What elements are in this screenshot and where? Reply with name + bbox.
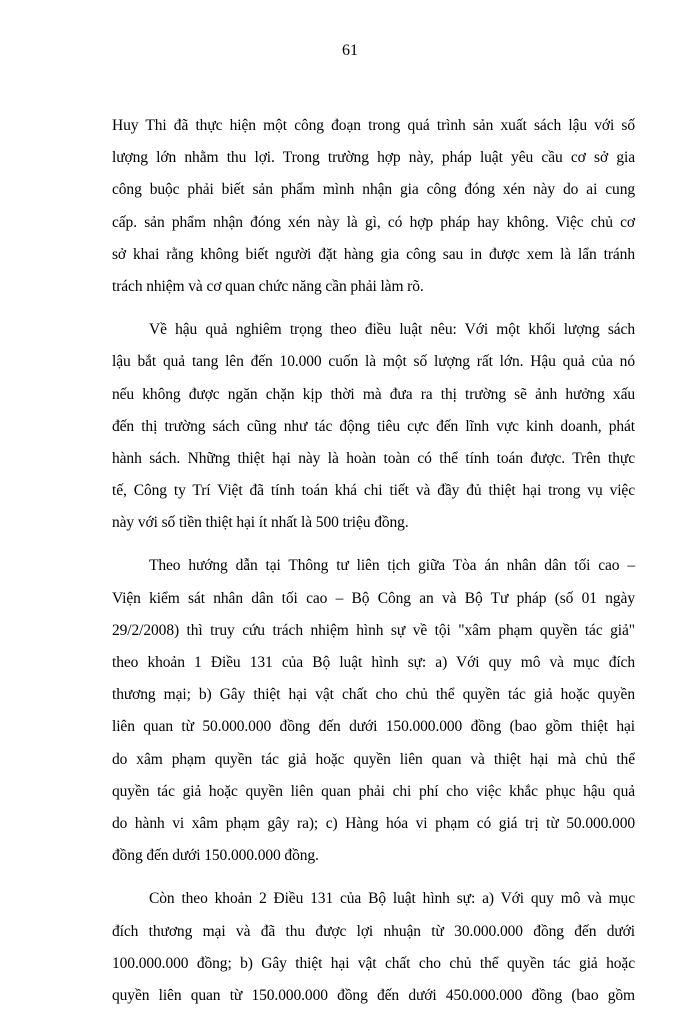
text-line: đến thị trường sách cũng như tác động tiêu cực đến lĩnh vực kinh doanh, phát <box>112 417 635 435</box>
text-line: 100.000.000 đồng; b) Gây thiệt hại vật chất cho chủ thể quyền tác giả hoặc <box>112 954 635 972</box>
text-line: 29/2/2008) thì truy cứu trách nhiệm hình sự về tội "xâm phạm quyền tác giả" <box>112 621 635 639</box>
text-line: thương mại; b) Gây thiệt hại vật chất cho chủ thể quyền tác giả hoặc quyền <box>112 686 635 704</box>
text-line: do hành vi xâm phạm gây ra); c) Hàng hóa vi phạm có giá trị từ 50.000.000 <box>112 814 635 832</box>
text-line: đồng đến dưới 150.000.000 đồng. <box>112 847 319 865</box>
text-line: tế, Công ty Trí Việt đã tính toán khá chi tiết và đầy đủ thiệt hại trong vụ việc <box>112 482 635 500</box>
text-line: cấp. sản phẩm nhận đóng xén này là gì, có hợp pháp hay không. Việc chủ cơ <box>112 213 635 231</box>
text-line: hành sách. Những thiệt hại này là hoàn toàn có thể tính toán được. Trên thực <box>112 449 635 467</box>
text-line: đích thương mại và đã thu được lợi nhuận từ 30.000.000 đồng đến dưới <box>112 922 635 940</box>
text-line: liên quan từ 50.000.000 đồng đến dưới 150.000.000 đồng (bao gồm thiệt hại <box>112 718 635 736</box>
text-line: quyền liên quan từ 150.000.000 đồng đến dưới 450.000.000 đồng (bao gồm <box>112 986 635 1004</box>
text-line: Còn theo khoản 2 Điều 131 của Bộ luật hình sự: a) Với quy mô và mục <box>149 890 635 908</box>
text-line: nếu không được ngăn chặn kịp thời mà đưa ra thị trường sẽ ảnh hưởng xấu <box>112 385 635 403</box>
text-line: Viện kiểm sát nhân dân tối cao – Bộ Công an và Bộ Tư pháp (số 01 ngày <box>112 589 635 607</box>
text-line: quyền tác giả hoặc quyền liên quan phải chi phí cho việc khắc phục hậu quả <box>112 782 635 800</box>
text-line: này với số tiền thiệt hại ít nhất là 500 triệu đồng. <box>112 514 409 532</box>
text-line: theo khoản 1 Điều 131 của Bộ luật hình sự: a) Với quy mô và mục đích <box>112 654 635 671</box>
text-line: Về hậu quả nghiêm trọng theo điều luật nêu: Với một khối lượng sách <box>149 321 635 339</box>
text-line: lậu bắt quả tang lên đến 10.000 cuốn là một số lượng rất lớn. Hậu quả của nó <box>112 353 635 371</box>
text-line: Huy Thi đã thực hiện một công đoạn trong quá trình sản xuất sách lậu với số <box>112 117 635 134</box>
page-number: 61 <box>342 42 358 59</box>
paragraph-3 <box>112 550 635 872</box>
text-line: công buộc phải biết sản phẩm mình nhận gia công đóng xén này do ai cung <box>112 181 635 199</box>
body-text <box>112 110 635 1012</box>
text-line: sở khai rằng không biết người đặt hàng gia công sau in được xem là lẩn tránh <box>112 245 635 263</box>
paragraph-4 <box>112 883 635 1012</box>
text-line: do xâm phạm quyền tác giả hoặc quyền liên quan và thiệt hại mà chủ thể <box>112 750 635 768</box>
text-line: Theo hướng dẫn tại Thông tư liên tịch giữa Tòa án nhân dân tối cao – <box>149 557 635 575</box>
text-line: lượng lớn nhằm thu lợi. Trong trường hợp này, pháp luật yêu cầu cơ sở gia <box>112 149 635 167</box>
paragraph-2 <box>112 314 635 539</box>
text-line: trách nhiệm và cơ quan chức năng cần phải làm rõ. <box>112 277 424 295</box>
paragraph-1 <box>112 110 635 303</box>
